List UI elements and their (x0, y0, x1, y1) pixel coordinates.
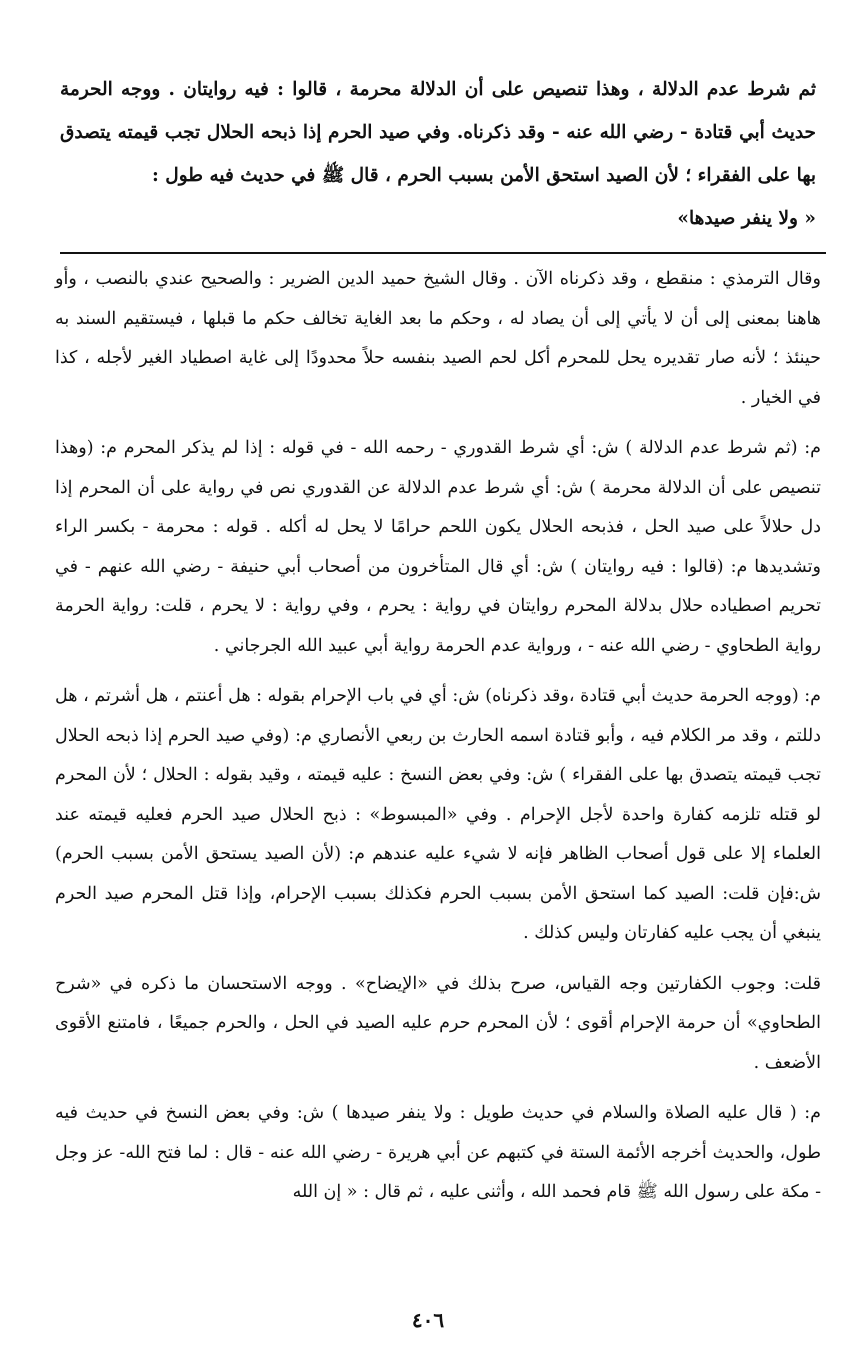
commentary-paragraph: م: (ثم شرط عدم الدلالة ) ش: أي شرط القدوري - رحمه الله - في قوله : إذا لم يذكر المحرم م: (وهذا تنصيص على أن الدلالة محرمة ) ش: أي شرط عدم الدلالة عن القدوري نص في رواية على أن المحرم إذا دل حلالاً على صيد الحل ، فذبحه الحلال يكون اللحم حرامًا لا يحل له أكله . قوله : محرمة - بكسر الراء وتشديدها م: (قالوا : فيه روايتان ) ش: أي قال المتأخرون من أصحاب أبي حنيفة - رضي الله عنهم - في تحريم اصطياده حلال بدلالة المحرم روايتان في رواية : يحرم ، وفي رواية : لا يحرم ، قلت: رواية الحرمة رواية الطحاوي - رضي الله عنه - ، ورواية عدم الحرمة رواية أبي عبيد الله الجرجاني . (55, 438, 821, 656)
commentary-paragraph: قلت: وجوب الكفارتين وجه القياس، صرح بذلك في «الإيضاح» . ووجه الاستحسان ما ذكره في «شرح الطحاوي» أن حرمة الإحرام أقوى ؛ لأن المحرم حرم عليه الصيد في الحل ، والحرم جميعًا ، فامتنع الأقوى الأضعف . (55, 973, 821, 1073)
page-number: ٤٠٦ (411, 1308, 445, 1332)
commentary-block (55, 260, 821, 1224)
commentary-paragraph: م: ( قال عليه الصلاة والسلام في حديث طويل : ولا ينفر صيدها ) ش: وفي بعض النسخ في حديث فيه طول، والحديث أخرجه الأئمة الستة في كتبهم عن أبي هريرة - رضي الله عنه - قال : لما فتح الله- عز وجل - مكة على رسول الله ﷺ قام فحمد الله ، وأثنى عليه ، ثم قال : « إن الله (55, 1103, 821, 1202)
matn-quote: « ولا ينفر صيدها» (677, 208, 816, 229)
matn-paragraph: ثم شرط عدم الدلالة ، وهذا تنصيص على أن الدلالة محرمة ، قالوا : فيه روايتان . ووجه الحرمة حديث أبي قتادة - رضي الله عنه - وقد ذكرناه. وفي صيد الحرم إذا ذبحه الحلال تجب قيمته يتصدق بها على الفقراء ؛ لأن الصيد استحق الأمن بسبب الحرم ، قال ﷺ في حديث فيه طول : (60, 79, 816, 186)
commentary-paragraph: م: (ووجه الحرمة حديث أبي قتادة ،وقد ذكرناه) ش: أي في باب الإحرام بقوله : هل أعنتم ، هل أشرتم ، هل دللتم ، وقد مر الكلام فيه ، وأبو قتادة اسمه الحارث بن ربعي الأنصاري م: (وفي صيد الحرم إذا ذبحه الحلال تجب قيمته يتصدق بها على الفقراء ) ش: وفي بعض النسخ : عليه قيمته ، وقيد بقوله : الحلال ؛ لأن المحرم لو قتله تلزمه كفارة واحدة لأجل الإحرام . وفي «المبسوط» : ذبح الحلال صيد الحرم فعليه قيمته عند العلماء إلا على قول أصحاب الظاهر فإنه لا شيء عليه عندهم م: (لأن الصيد يستحق الأمن بسبب الحرم) ش:فإن قلت: الصيد كما استحق الأمن بسبب الحرم فكذلك بسبب الإحرام، وإذا قتل المحرم صيد الحرم ينبغي أن يجب عليه كفارتان وليس كذلك . (55, 686, 821, 943)
commentary-paragraph: وقال الترمذي : منقطع ، وقد ذكرناه الآن . وقال الشيخ حميد الدين الضرير : والصحيح عندي بالنصب ، وأو هاهنا بمعنى إلى أن لا يأتي إلى أن يصاد له ، وحكم ما بعد الغاية تخالف حكم ما قبلها ، فيستقيم السند به حينئذ ؛ لأنه صار تقديره يحل للمحرم أكل لحم الصيد بنفسه حلاً محدودًا إلى غاية اصطياد الغير لأجله ، كذا في الخيار . (55, 269, 821, 408)
matn-text-block (60, 68, 816, 240)
separator-rule (60, 252, 826, 254)
